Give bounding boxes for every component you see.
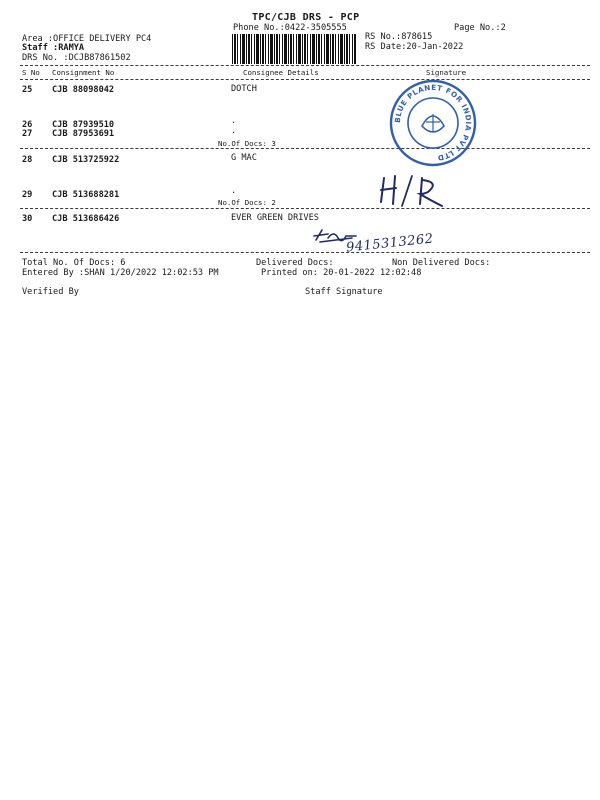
non-delivered-docs: Non Delivered Docs:: [392, 258, 491, 268]
divider: [20, 208, 590, 209]
divider: [20, 252, 590, 253]
row-consignment: CJB 87939510: [52, 120, 115, 130]
page-number: Page No.:2: [454, 23, 506, 33]
row-consignment: CJB 513725922: [52, 155, 120, 165]
row-consignment: CJB 513688281: [52, 190, 120, 200]
divider: [20, 148, 590, 149]
row-sno: 29: [22, 190, 33, 200]
printed-on: Printed on: 20-01-2022 12:02:48: [261, 268, 422, 278]
rs-number: RS No.:878615: [365, 32, 433, 42]
row-sno: 27: [22, 129, 33, 139]
col-sno-header: S No: [22, 68, 40, 77]
staff-signature: Staff Signature: [305, 287, 383, 297]
row-consignee: .: [231, 116, 237, 126]
col-signature-header: Signature: [426, 68, 467, 77]
document-title: TPC/CJB DRS - PCP: [252, 12, 360, 23]
col-consignee-header: Consignee Details: [243, 68, 319, 77]
row-consignment: CJB 513686426: [52, 214, 120, 224]
group-doc-count: No.Of Docs: 3: [218, 139, 276, 148]
signature-scribble: [312, 226, 358, 246]
row-consignee: G MAC: [231, 153, 257, 163]
row-consignment: CJB 88098042: [52, 85, 115, 95]
divider: [20, 79, 590, 80]
company-stamp: [388, 78, 478, 168]
drs-number: DRS No. :DCJB87861502: [22, 53, 131, 63]
row-sno: 25: [22, 85, 33, 95]
area-label: Area :OFFICE DELIVERY PC4: [22, 34, 152, 44]
staff-label: Staff :RAMYA: [22, 43, 85, 53]
delivered-docs: Delivered Docs:: [256, 258, 334, 268]
group-doc-count: No.Of Docs: 2: [218, 198, 276, 207]
entered-by: Entered By :SHAN 1/20/2022 12:02:53 PM: [22, 268, 219, 278]
signature-phone: 9415313262: [345, 231, 435, 256]
row-consignee: DOTCH: [231, 84, 257, 94]
phone-number: Phone No.:0422-3505555: [233, 23, 347, 33]
row-consignment: CJB 87953691: [52, 129, 115, 139]
row-consignee: .: [231, 126, 237, 136]
row-sno: 28: [22, 155, 33, 165]
rs-date: RS Date:20-Jan-2022: [365, 42, 464, 52]
row-sno: 30: [22, 214, 33, 224]
stamp-ring-text: BLUE PLANET FOR INDIA PVT LTD: [392, 82, 474, 163]
col-consignment-header: Consignment No: [52, 68, 115, 77]
verified-by: Verified By: [22, 287, 79, 297]
signature-hr: [378, 174, 452, 208]
total-docs: Total No. Of Docs: 6: [22, 258, 126, 268]
row-consignee: .: [231, 186, 237, 196]
divider: [20, 65, 590, 66]
row-consignee: EVER GREEN DRIVES: [231, 213, 319, 223]
row-sno: 26: [22, 120, 33, 130]
barcode: [232, 34, 356, 64]
